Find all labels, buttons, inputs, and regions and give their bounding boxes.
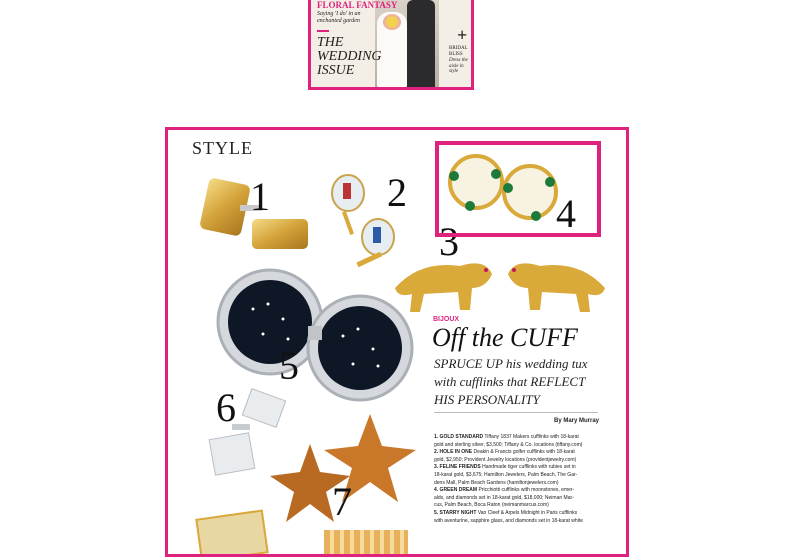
- item-number-2: 2: [387, 170, 407, 215]
- item-number-1: 1: [250, 174, 270, 219]
- cover-side-4: aisle in style: [449, 64, 464, 74]
- credit-text-5a: Van Cleef & Arpels Midnight in Paris cufflinks: [477, 509, 578, 516]
- item-number-4: 4: [556, 191, 576, 236]
- credit-item-2: [434, 449, 604, 464]
- starry-night-cufflinks-image: [208, 264, 418, 404]
- cover-side-1: BRIDAL: [449, 46, 468, 51]
- article-deck-2: with cufflinks that REFLECT: [434, 374, 586, 389]
- credit-text-4b: alds, and diamonds set in 18-karat gold, $18,000; Neiman Mar-: [434, 494, 574, 501]
- cover-side-2: BLISS: [449, 52, 463, 57]
- cover-feature-sub1: Saying 'I do' in an: [317, 11, 361, 17]
- cover-thumbnail[interactable]: [308, 0, 474, 90]
- article-headline: Off the CUFF: [432, 323, 578, 352]
- article-deck-3: HIS PERSONALITY: [434, 392, 540, 407]
- cover-divider: [317, 30, 329, 32]
- item-number-3: 3: [439, 219, 459, 264]
- credit-text-2b: gold, $2,950; Provident Jewelry locations (providentjewelry.com): [434, 456, 577, 463]
- credit-head-2: 2. HOLE IN ONE: [434, 449, 473, 456]
- item-number-5: 5: [279, 343, 299, 388]
- credit-head-5: 5. STARRY NIGHT: [434, 509, 477, 516]
- article-kicker: BIJOUX: [433, 316, 460, 323]
- credit-item-4: [434, 487, 604, 510]
- bouquet: [383, 14, 401, 30]
- article-deck-1: SPRUCE UP his wedding tux: [434, 356, 588, 371]
- cover-plus: +: [457, 25, 468, 45]
- cover-issue-title-3: ISSUE: [317, 63, 355, 78]
- credit-item-5: [434, 510, 604, 525]
- cover-feature-title: FLORAL FANTASY: [317, 0, 398, 10]
- item-number-7: 7: [332, 479, 352, 524]
- cover-feature-sub2: enchanted garden: [317, 18, 360, 24]
- credit-text-3a: Handmade tiger cufflinks with rubies set in: [482, 464, 576, 471]
- credits-list: [434, 434, 604, 525]
- tiger-cufflinks-image: [390, 248, 610, 318]
- credit-item-3: [434, 464, 604, 487]
- credit-text-1b: gold and sterling silver, $3,500; Tiffany & Co. locations (tiffany.com): [434, 441, 583, 448]
- groom-figure: [407, 0, 435, 87]
- credit-text-3c: dens Mall, Palm Beach Gardens (hamiltonjewelers.com): [434, 479, 559, 486]
- credit-text-4a: Pricchiotti cufflinks with moonstones, emer-: [478, 487, 575, 494]
- credit-head-3: 3. FELINE FRIENDS: [434, 464, 481, 471]
- item-number-6: 6: [216, 385, 236, 430]
- credit-head-1: 1. GOLD STANDARD: [434, 434, 484, 440]
- credit-text-3b: 18-karat gold, $3,675; Hamilton Jewelers, Palm Beach, The Gar-: [434, 471, 578, 478]
- cover-issue-title-1: THE: [317, 35, 344, 50]
- highlight-box: [435, 141, 601, 237]
- section-label: STYLE: [192, 138, 253, 158]
- cover-side-3: Dress the: [449, 58, 468, 63]
- article-byline: By Mary Murray: [554, 418, 600, 424]
- credit-text-4c: cus, Palm Beach, Boca Raton (neimanmarcus.com): [434, 502, 549, 509]
- credit-text-2a: Deakin & Francis golfer cufflinks with 18-karat: [473, 449, 575, 456]
- credit-head-4: 4. GREEN DREAM: [434, 487, 478, 494]
- credit-item-1: [434, 434, 604, 449]
- credit-text-5b: with aventurine, sapphire glass, and diamonds set in 18-karat white: [434, 517, 583, 524]
- credit-text-1a: Tiffany 1837 Makers cufflinks with 18-karat: [484, 434, 579, 440]
- deck-divider: [434, 412, 598, 413]
- gold-bar-cufflinks-image: [324, 530, 408, 557]
- cover-issue-title-2: WEDDING: [317, 49, 382, 64]
